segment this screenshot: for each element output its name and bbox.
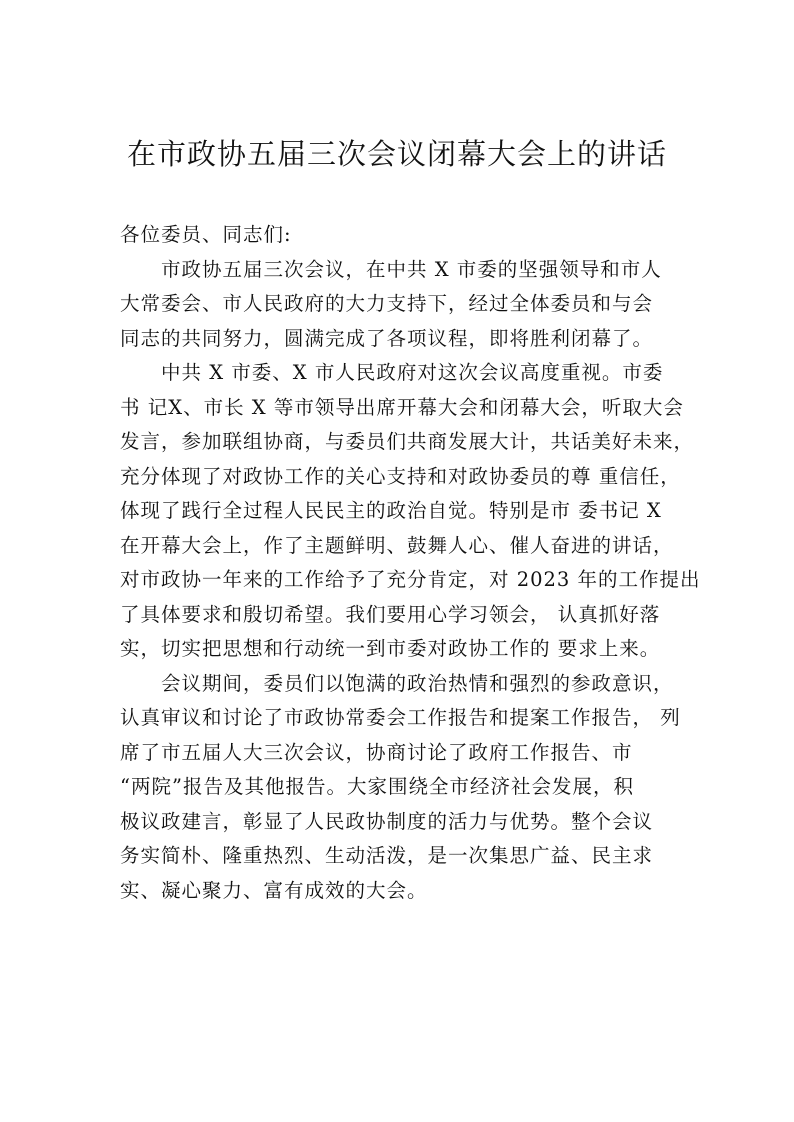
salutation: 各位委员、同志们: (120, 223, 292, 246)
paragraph-line: 大常委会、市人民政府的大力支持下，经过全体委员和与会 (120, 292, 654, 315)
paragraph-line: 实、凝心聚力、富有成效的大会。 (120, 878, 428, 902)
paragraph-line: 充分体现了对政协工作的关心支持和对政协委员的尊 重信任， (120, 464, 681, 488)
paragraph-2 (120, 356, 700, 667)
paragraph-line: 认真审议和讨论了市政协常委会工作报告和提案工作报告， 列 (120, 706, 681, 729)
paragraph-line: 席了市五届人大三次会议，协商讨论了政府工作报告、市 (120, 740, 633, 764)
paragraph-line: 会议期间，委员们以饱满的政治热情和强烈的参政意识， (161, 671, 674, 695)
paragraph-line: 实，切实把思想和行动统一到市委对政协工作的 要求上来。 (120, 637, 661, 660)
document-title: 在市政协五届三次会议闭幕大会上的讲话 (126, 137, 667, 171)
paragraph-3 (120, 667, 700, 909)
paragraph-line: 市政协五届三次会议，在中共 X 市委的坚强领导和市人 (161, 257, 662, 281)
paragraph-line: 体现了践行全过程人民民主的政治自觉。特别是市 委书记 X (120, 499, 662, 522)
paragraph-line: 中共 X 市委、X 市人民政府对这次会议高度重视。市委 (161, 361, 664, 384)
paragraph-line: 务实简朴、隆重热烈、生动活泼，是一次集思广益、民主求 (120, 844, 654, 867)
paragraph-line: 极议政建言，彰显了人民政协制度的活力与优势。整个会议 (120, 809, 654, 833)
paragraph-line: 对市政协一年来的工作给予了充分肯定，对 2023 年的工作提出 (120, 568, 701, 591)
paragraph-1 (120, 253, 700, 357)
paragraph-line: 发言，参加联组协商，与委员们共商发展大计，共话美好未来， (120, 430, 695, 453)
paragraph-line: 同志的共同努力，圆满完成了各项议程，即将胜利闭幕了。 (120, 326, 654, 350)
paragraph-line: “两院”报告及其他报告。大家围绕全市经济社会发展，积 (120, 775, 634, 798)
document-body (120, 218, 700, 908)
paragraph-line: 书 记X、市长 X 等市领导出席开幕大会和闭幕大会，听取大会 (120, 395, 684, 419)
paragraph-line: 了具体要求和殷切希望。我们要用心学习领会， 认真抓好落 (120, 602, 661, 626)
paragraph-line: 在开幕大会上，作了主题鲜明、鼓舞人心、催人奋进的讲话， (120, 533, 674, 557)
